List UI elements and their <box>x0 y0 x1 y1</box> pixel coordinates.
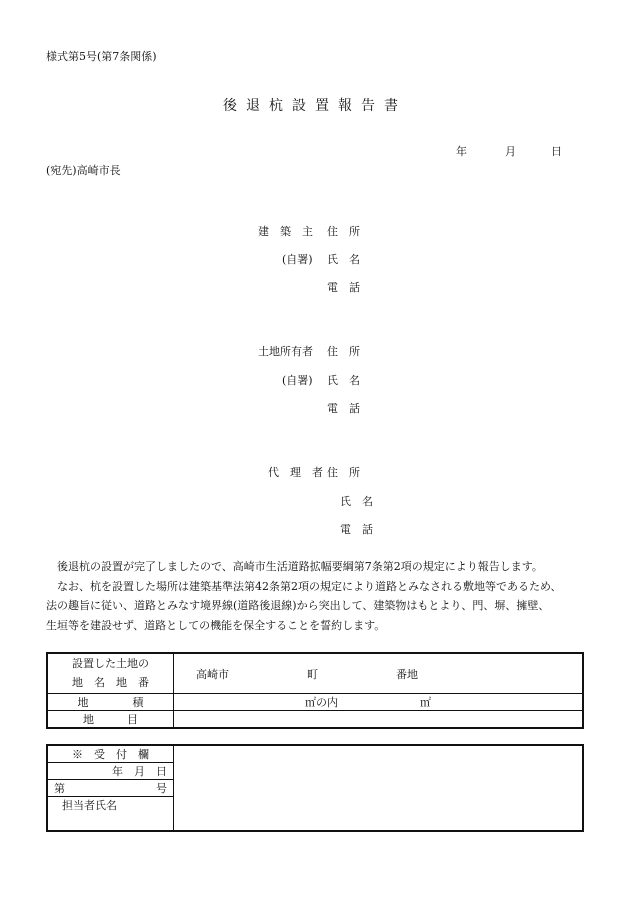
pledge-line-4: 生垣等を建設せず、道路としての機能を保全することを誓約します。 <box>46 618 386 632</box>
builder-self-sign: (自署) <box>282 253 313 266</box>
document-title: 後退杭設置報告書 <box>223 98 407 114</box>
date-day-label: 日 <box>551 145 562 158</box>
agent-phone-label: 電 話 <box>340 523 373 536</box>
area-value-cell[interactable] <box>174 693 584 710</box>
reception-date: 年 月 日 <box>47 763 174 780</box>
area-unit-label: ㎡ <box>420 695 431 709</box>
landowner-name-label: 氏 名 <box>327 374 360 387</box>
reception-number-prefix: 第 <box>54 782 65 795</box>
reception-number <box>47 780 174 797</box>
location-label-line2: 地 名 地 番 <box>72 676 149 690</box>
reception-header: ※ 受 付 欄 <box>47 745 174 763</box>
date-year-label: 年 <box>456 145 467 158</box>
pledge-line-1: 後退杭の設置が完了しましたので、高崎市生活道路拡幅要綱第7条第2項の規定により報告します。 <box>57 560 543 573</box>
land-info-table <box>46 652 584 729</box>
landowner-label: 土地所有者 <box>258 345 313 358</box>
reception-staff: 担当者氏名 <box>47 797 174 831</box>
pledge-paragraph <box>46 557 562 635</box>
date-month-label: 月 <box>505 145 516 158</box>
reception-stamp-area[interactable] <box>174 745 584 831</box>
area-label-cell: 地 積 <box>47 693 174 710</box>
agent-label: 代 理 者 <box>268 466 323 479</box>
city-label: 高崎市 <box>196 668 229 681</box>
form-number-label: 様式第5号(第7条関係) <box>46 50 157 63</box>
category-label-cell: 地 目 <box>47 710 174 728</box>
location-label-line1: 設置した土地の <box>72 657 149 671</box>
landowner-phone-label: 電 話 <box>327 402 360 415</box>
landowner-self-sign: (自署) <box>282 374 313 387</box>
builder-address-label: 住 所 <box>327 225 360 238</box>
pledge-line-2: なお、杭を設置した場所は建築基準法第42条第2項の規定により道路とみなされる敷地等であるため、 <box>57 579 562 593</box>
lot-label: 番地 <box>396 668 418 681</box>
location-label-cell <box>47 653 174 693</box>
addressee: (宛先)高崎市長 <box>46 164 121 177</box>
agent-address-label: 住 所 <box>327 466 360 479</box>
category-value-cell[interactable] <box>174 710 584 728</box>
builder-name-label: 氏 名 <box>327 253 360 266</box>
area-of-label: ㎡の内 <box>305 695 338 709</box>
builder-phone-label: 電 話 <box>327 281 360 294</box>
landowner-address-label: 住 所 <box>327 345 360 358</box>
agent-name-label: 氏 名 <box>340 495 373 508</box>
reception-number-suffix: 号 <box>156 782 167 795</box>
town-label: 町 <box>307 668 318 681</box>
location-value-cell[interactable] <box>174 653 584 693</box>
reception-table <box>46 744 584 832</box>
builder-label: 建 築 主 <box>258 225 313 238</box>
pledge-line-3: 法の趣旨に従い、道路とみなす境界線(道路後退線)から突出して、建築物はもとより、門、塀、擁壁、 <box>46 599 550 612</box>
